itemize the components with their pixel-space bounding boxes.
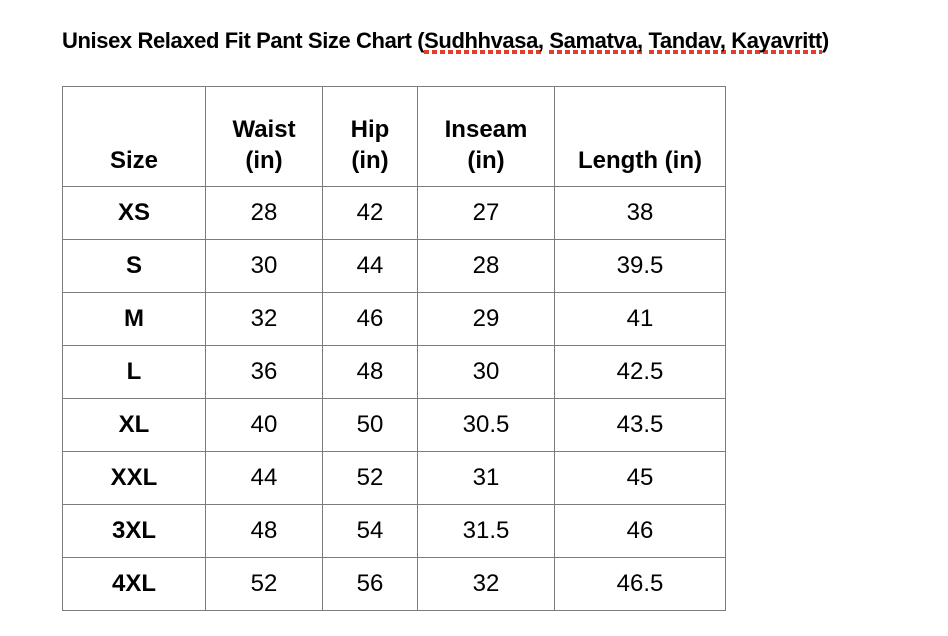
column-header-label: Size	[109, 147, 159, 174]
size-cell: 3XL	[63, 505, 206, 558]
column-header-waist	[206, 87, 323, 187]
column-header-hip	[323, 87, 418, 187]
hip-cell: 42	[323, 187, 418, 240]
table-header	[63, 87, 726, 187]
misspelled-word-sudhhvasa: Sudhhvasa,	[424, 28, 544, 53]
table-row-m	[63, 293, 726, 346]
length-cell: 42.5	[555, 346, 726, 399]
waist-cell: 36	[206, 346, 323, 399]
waist-cell: 30	[206, 240, 323, 293]
inseam-cell: 32	[418, 558, 555, 611]
column-header-label: Length (in)	[578, 147, 702, 174]
waist-cell: 48	[206, 505, 323, 558]
waist-cell: 40	[206, 399, 323, 452]
length-cell: 46	[555, 505, 726, 558]
size-cell: S	[63, 240, 206, 293]
column-header-unit: (in)	[467, 147, 505, 174]
hip-cell: 48	[323, 346, 418, 399]
table-row-l	[63, 346, 726, 399]
length-cell: 46.5	[555, 558, 726, 611]
column-header-unit: (in)	[245, 147, 283, 174]
table-row-s	[63, 240, 726, 293]
misspelled-word-tandav: Tandav,	[648, 28, 726, 53]
column-header-label: Inseam	[444, 116, 528, 143]
length-cell: 43.5	[555, 399, 726, 452]
hip-cell: 56	[323, 558, 418, 611]
inseam-cell: 31	[418, 452, 555, 505]
title-text-segment	[643, 28, 649, 53]
waist-cell: 44	[206, 452, 323, 505]
inseam-cell: 31.5	[418, 505, 555, 558]
column-header-length	[555, 87, 726, 187]
table-row-4xl	[63, 558, 726, 611]
hip-cell: 52	[323, 452, 418, 505]
inseam-cell: 27	[418, 187, 555, 240]
hip-cell: 50	[323, 399, 418, 452]
table-row-xxl	[63, 452, 726, 505]
length-cell: 41	[555, 293, 726, 346]
table-row-3xl	[63, 505, 726, 558]
column-header-label: Waist	[232, 116, 296, 143]
waist-cell: 52	[206, 558, 323, 611]
hip-cell: 54	[323, 505, 418, 558]
size-cell: 4XL	[63, 558, 206, 611]
title-text-segment: Unisex Relaxed Fit Pant Size Chart (	[62, 28, 425, 53]
page-title	[62, 26, 948, 56]
length-cell: 45	[555, 452, 726, 505]
title-text-segment: )	[821, 28, 829, 53]
misspelled-word-kayavritt: Kayavritt	[731, 28, 822, 53]
waist-cell: 32	[206, 293, 323, 346]
table-row-xs	[63, 187, 726, 240]
hip-cell: 44	[323, 240, 418, 293]
length-cell: 38	[555, 187, 726, 240]
inseam-cell: 30.5	[418, 399, 555, 452]
misspelled-word-samatva: Samatva,	[549, 28, 643, 53]
table-body	[63, 187, 726, 611]
column-header-label: Hip	[350, 116, 390, 143]
column-header-unit: (in)	[351, 147, 389, 174]
size-cell: M	[63, 293, 206, 346]
inseam-cell: 30	[418, 346, 555, 399]
hip-cell: 46	[323, 293, 418, 346]
size-chart-table	[62, 86, 726, 611]
column-header-inseam	[418, 87, 555, 187]
size-cell: XS	[63, 187, 206, 240]
size-cell: L	[63, 346, 206, 399]
length-cell: 39.5	[555, 240, 726, 293]
size-cell: XXL	[63, 452, 206, 505]
waist-cell: 28	[206, 187, 323, 240]
column-header-size	[63, 87, 206, 187]
size-cell: XL	[63, 399, 206, 452]
inseam-cell: 29	[418, 293, 555, 346]
table-row-xl	[63, 399, 726, 452]
inseam-cell: 28	[418, 240, 555, 293]
header-row	[63, 87, 726, 187]
